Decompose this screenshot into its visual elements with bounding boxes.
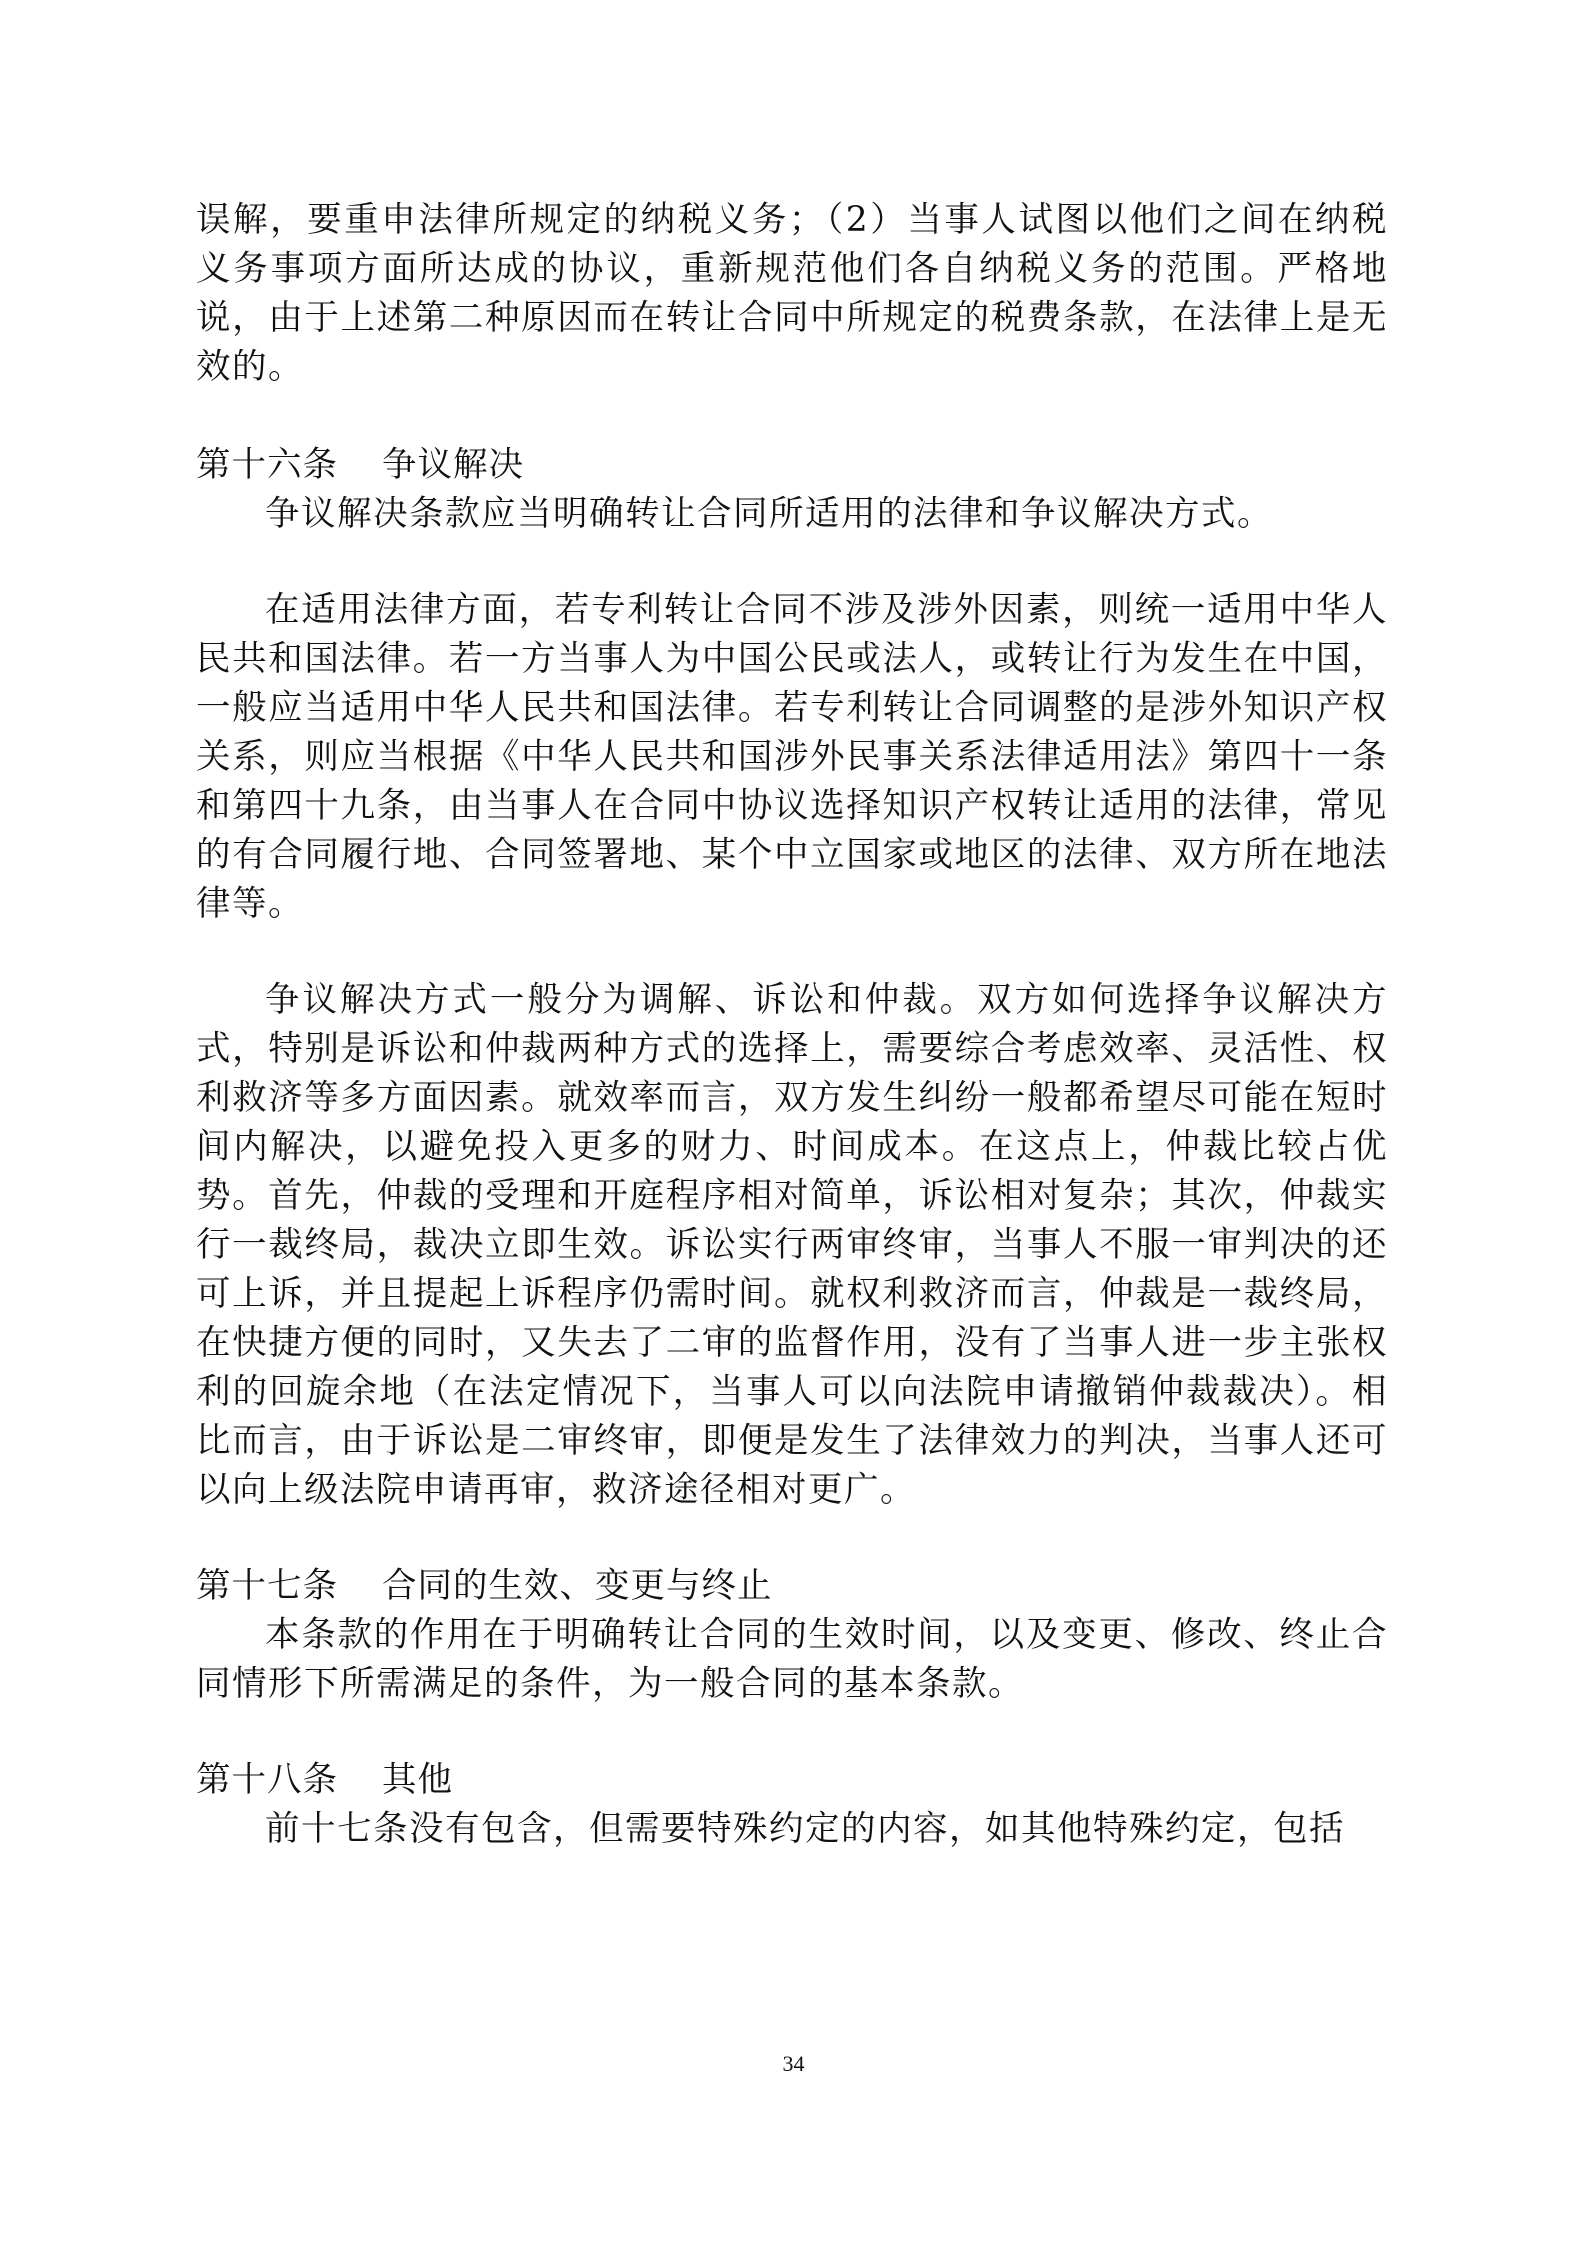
paragraph-dispute-methods: 争议解决方式一般分为调解、诉讼和仲裁。双方如何选择争议解决方式，特别是诉讼和仲裁两种方式的选择上，需要综合考虑效率、灵活性、权利救济等多方面因素。就效率而言，双方发生纠纷一般都希望尽可能在短时间内解决，以避免投入更多的财力、时间成本。在这点上，仲裁比较占优势。首先，仲裁的受理和开庭程序相对简单，诉讼相对复杂；其次，仲裁实行一裁终局，裁决立即生效。诉讼实行两审终审，当事人不服一审判决的还可上诉，并且提起上诉程序仍需时间。就权利救济而言，仲裁是一裁终局，在快捷方便的同时，又失去了二审的监督作用，没有了当事人进一步主张权利的回旋余地（在法定情况下，当事人可以向法院申请撤销仲裁裁决）。相比而言，由于诉讼是二审终审，即便是发生了法律效力的判决，当事人还可以向上级法院申请再审，救济途径相对更广。 (196, 980, 1388, 1510)
section-title: 争议解决 (382, 445, 524, 485)
paragraph-applicable-law: 在适用法律方面，若专利转让合同不涉及涉外因素，则统一适用中华人民共和国法律。若一方当事人为中国公民或法人，或转让行为发生在中国，一般应当适用中华人民共和国法律。若专利转让合同调整的是涉外知识产权关系，则应当根据《中华人民共和国涉外民事关系法律适用法》第四十一条和第四十九条，由当事人在合同中协议选择知识产权转让适用的法律，常见的有合同履行地、合同签署地、某个中立国家或地区的法律、双方所在地法律等。 (196, 590, 1388, 924)
spacer (196, 539, 1388, 586)
paragraph-dispute-intro: 争议解决条款应当明确转让合同所适用的法律和争议解决方式。 (265, 494, 1273, 534)
page-number: 34 (782, 2051, 805, 2076)
section-title: 合同的生效、变更与终止 (382, 1566, 773, 1606)
section-title: 其他 (382, 1760, 453, 1800)
spacer (196, 392, 1388, 441)
spacer (196, 929, 1388, 976)
spacer (196, 1709, 1388, 1756)
section-heading-18 (196, 1756, 1388, 1805)
section-heading-16 (196, 441, 1388, 490)
page-body (196, 196, 1388, 1854)
paragraph-tax-clause: 误解，要重申法律所规定的纳税义务；（2）当事人试图以他们之间在纳税义务事项方面所达成的协议，重新规范他们各自纳税义务的范围。严格地说，由于上述第二种原因而在转让合同中所规定的税费条款，在法律上是无效的。 (196, 200, 1388, 387)
section-number: 第十六条 (196, 445, 338, 485)
section-heading-17 (196, 1562, 1388, 1611)
section-number: 第十八条 (196, 1760, 338, 1800)
section-number: 第十七条 (196, 1566, 338, 1606)
spacer (196, 1515, 1388, 1562)
paragraph-effectiveness: 本条款的作用在于明确转让合同的生效时间，以及变更、修改、终止合同情形下所需满足的条件，为一般合同的基本条款。 (196, 1615, 1388, 1704)
paragraph-other: 前十七条没有包含，但需要特殊约定的内容，如其他特殊约定，包括 (265, 1809, 1345, 1849)
